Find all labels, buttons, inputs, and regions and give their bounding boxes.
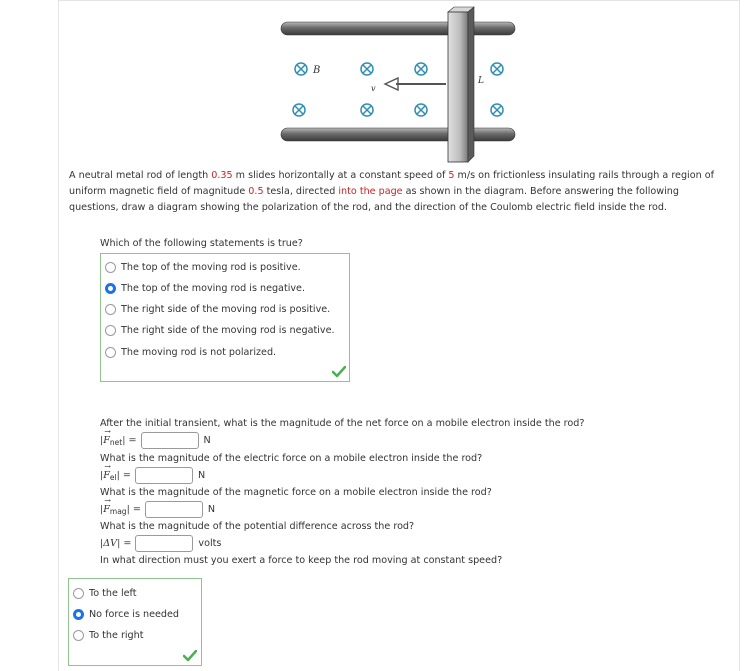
radio-unselected-icon[interactable] xyxy=(73,588,84,599)
electric-force-symbol xyxy=(100,461,131,482)
field-into-page-icon xyxy=(361,104,373,116)
problem-text: as shown in the diagram. Before answering the following questions, draw a diagram showing the polarization of the rod, and the direction of the Coulomb electric field inside the rod. xyxy=(69,186,679,213)
field-into-page-icon xyxy=(293,104,305,116)
field-into-page-icon xyxy=(295,63,307,75)
rhs: | = xyxy=(126,503,141,515)
subscript: net xyxy=(109,437,123,447)
q2-prompt: After the initial transient, what is the magnitude of the net force on a mobile electron inside the rod? xyxy=(100,418,585,429)
q2-equation xyxy=(100,426,211,449)
problem-text: m slides horizontally at a constant speed of xyxy=(232,170,449,181)
field-direction: into the page xyxy=(338,186,403,197)
rhs: | = xyxy=(122,434,137,446)
unit-label: volts xyxy=(198,538,222,549)
problem-text: tesla, directed xyxy=(263,186,339,197)
radio-unselected-icon[interactable] xyxy=(105,262,116,273)
unit-label: N xyxy=(207,504,216,515)
option-label: The right side of the moving rod is positive. xyxy=(121,303,331,315)
subscript: el xyxy=(109,472,117,482)
bottom-rail xyxy=(281,128,515,141)
potential-difference-input[interactable] xyxy=(135,535,193,552)
q1-option-4[interactable] xyxy=(105,321,335,339)
magnetic-force-symbol xyxy=(100,495,141,516)
rod-side-face xyxy=(468,7,474,162)
net-force-input[interactable] xyxy=(141,432,199,449)
radio-selected-icon[interactable] xyxy=(105,283,116,294)
magnetic-force-input[interactable] xyxy=(145,501,203,518)
physics-diagram xyxy=(0,0,750,165)
correct-check-icon xyxy=(183,650,197,662)
unit-label: N xyxy=(197,470,206,481)
option-label: To the right xyxy=(89,629,144,641)
electric-force-input[interactable] xyxy=(135,467,193,484)
length-value: 0.35 xyxy=(211,170,233,181)
problem-statement xyxy=(69,168,721,216)
q4-prompt: What is the magnitude of the magnetic force on a mobile electron inside the rod? xyxy=(100,487,492,498)
q1-option-5[interactable] xyxy=(105,343,276,361)
field-value: 0.5 xyxy=(248,186,264,197)
velocity-label: v xyxy=(371,84,376,93)
correct-check-icon xyxy=(332,366,346,378)
option-label: The moving rod is not polarized. xyxy=(121,346,277,358)
q6-option-right[interactable] xyxy=(73,626,143,644)
radio-unselected-icon[interactable] xyxy=(105,347,116,358)
lhs: |F → xyxy=(100,495,111,515)
metal-rod xyxy=(448,12,468,162)
q3-prompt: What is the magnitude of the electric force on a mobile electron inside the rod? xyxy=(100,453,483,464)
length-label: L xyxy=(478,76,484,86)
option-label: The right side of the moving rod is negative. xyxy=(121,324,335,336)
option-label: To the left xyxy=(89,587,137,599)
radio-unselected-icon[interactable] xyxy=(105,325,116,336)
lhs: |F → xyxy=(100,426,111,446)
q4-equation xyxy=(100,495,216,518)
q5-prompt: What is the magnitude of the potential difference across the rod? xyxy=(100,521,415,532)
problem-text: m/s on frictionless insulating rails through a region of uniform magnetic field of magnitude xyxy=(69,170,714,197)
q1-option-2[interactable] xyxy=(105,279,305,297)
radio-selected-icon[interactable] xyxy=(73,609,84,620)
q6-choices xyxy=(68,578,202,666)
net-force-symbol xyxy=(100,426,137,447)
field-into-page-icon xyxy=(415,104,427,116)
top-rail xyxy=(281,22,515,35)
field-label: B xyxy=(313,65,321,76)
radio-unselected-icon[interactable] xyxy=(105,304,116,315)
option-label: No force is needed xyxy=(89,608,179,620)
q5-equation xyxy=(100,535,221,552)
potential-difference-symbol: |ΔV| = xyxy=(100,538,132,549)
q6-option-none[interactable] xyxy=(73,605,179,623)
q1-choices xyxy=(100,253,350,382)
unit-label: N xyxy=(203,435,211,446)
q1-option-1[interactable] xyxy=(105,258,301,276)
problem-text: A neutral metal rod of length xyxy=(69,170,212,181)
q3-equation xyxy=(100,461,206,484)
field-into-page-icon xyxy=(415,63,427,75)
option-label: The top of the moving rod is positive. xyxy=(121,261,301,273)
q6-prompt: In what direction must you exert a force to keep the rod moving at constant speed? xyxy=(100,555,503,566)
field-into-page-icon xyxy=(491,63,503,75)
subscript: mag xyxy=(109,506,127,516)
field-into-page-icon xyxy=(491,104,503,116)
radio-unselected-icon[interactable] xyxy=(73,630,84,641)
speed-value: 5 xyxy=(448,170,455,181)
q1-prompt: Which of the following statements is true? xyxy=(100,238,303,249)
q1-option-3[interactable] xyxy=(105,300,330,318)
q6-option-left[interactable] xyxy=(73,584,136,602)
lhs: |F → xyxy=(100,461,111,481)
rhs: | = xyxy=(116,469,131,481)
field-into-page-icon xyxy=(361,63,373,75)
option-label: The top of the moving rod is negative. xyxy=(121,282,305,294)
